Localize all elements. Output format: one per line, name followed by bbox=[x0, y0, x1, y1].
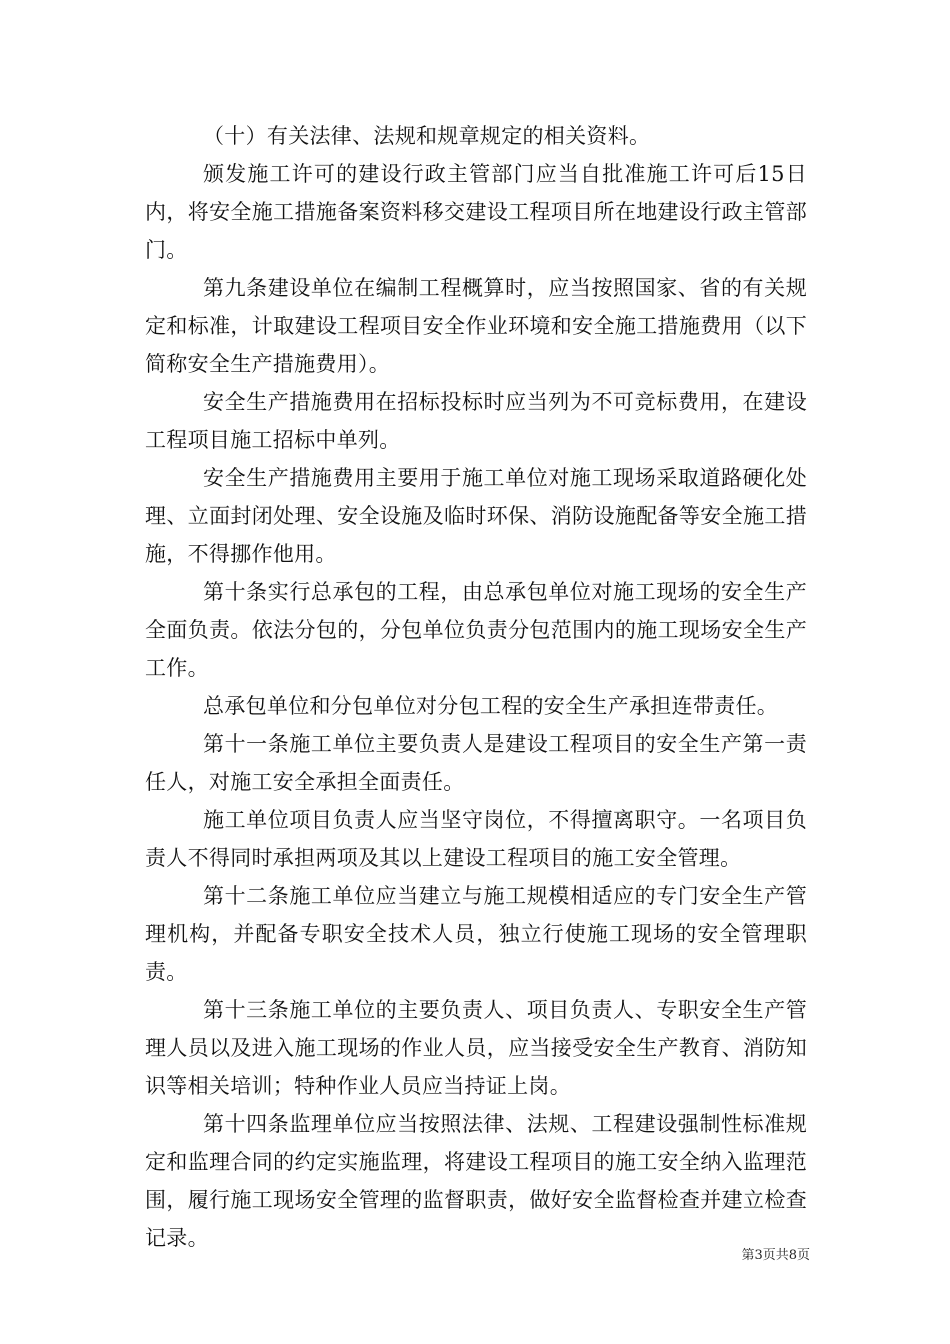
paragraph: 第十一条施工单位主要负责人是建设工程项目的安全生产第一责任人，对施工安全承担全面责任。 bbox=[145, 732, 807, 794]
document-body bbox=[145, 117, 807, 1257]
page-number: 第3页共8页 bbox=[741, 1248, 810, 1263]
paragraph: 安全生产措施费用在招标投标时应当列为不可竞标费用，在建设工程项目施工招标中单列。 bbox=[145, 390, 807, 452]
paragraph: 第十三条施工单位的主要负责人、项目负责人、专职安全生产管理人员以及进入施工现场的作业人员，应当接受安全生产教育、消防知识等相关培训；特种作业人员应当持证上岗。 bbox=[145, 998, 807, 1098]
paragraph: 第十四条监理单位应当按照法律、法规、工程建设强制性标准规定和监理合同的约定实施监理，将建设工程项目的施工安全纳入监理范围，履行施工现场安全管理的监督职责，做好安全监督检查并建立检查记录。 bbox=[145, 1112, 807, 1250]
paragraph: 总承包单位和分包单位对分包工程的安全生产承担连带责任。 bbox=[203, 694, 779, 718]
paragraph: （十）有关法律、法规和规章规定的相关资料。 bbox=[203, 124, 651, 148]
paragraph: 施工单位项目负责人应当坚守岗位，不得擅离职守。一名项目负责人不得同时承担两项及其以上建设工程项目的施工安全管理。 bbox=[145, 808, 807, 870]
paragraph: 第九条建设单位在编制工程概算时，应当按照国家、省的有关规定和标准，计取建设工程项目安全作业环境和安全施工措施费用（以下简称安全生产措施费用）。 bbox=[145, 276, 807, 376]
paragraph: 第十条实行总承包的工程，由总承包单位对施工现场的安全生产全面负责。依法分包的，分包单位负责分包范围内的施工现场安全生产工作。 bbox=[145, 580, 807, 680]
paragraph: 第十二条施工单位应当建立与施工规模相适应的专门安全生产管理机构，并配备专职安全技术人员，独立行使施工现场的安全管理职责。 bbox=[145, 884, 807, 984]
paragraph: 安全生产措施费用主要用于施工单位对施工现场采取道路硬化处理、立面封闭处理、安全设施及临时环保、消防设施配备等安全施工措施，不得挪作他用。 bbox=[145, 466, 807, 566]
paragraph: 颁发施工许可的建设行政主管部门应当自批准施工许可后15日内，将安全施工措施备案资料移交建设工程项目所在地建设行政主管部门。 bbox=[145, 162, 807, 262]
